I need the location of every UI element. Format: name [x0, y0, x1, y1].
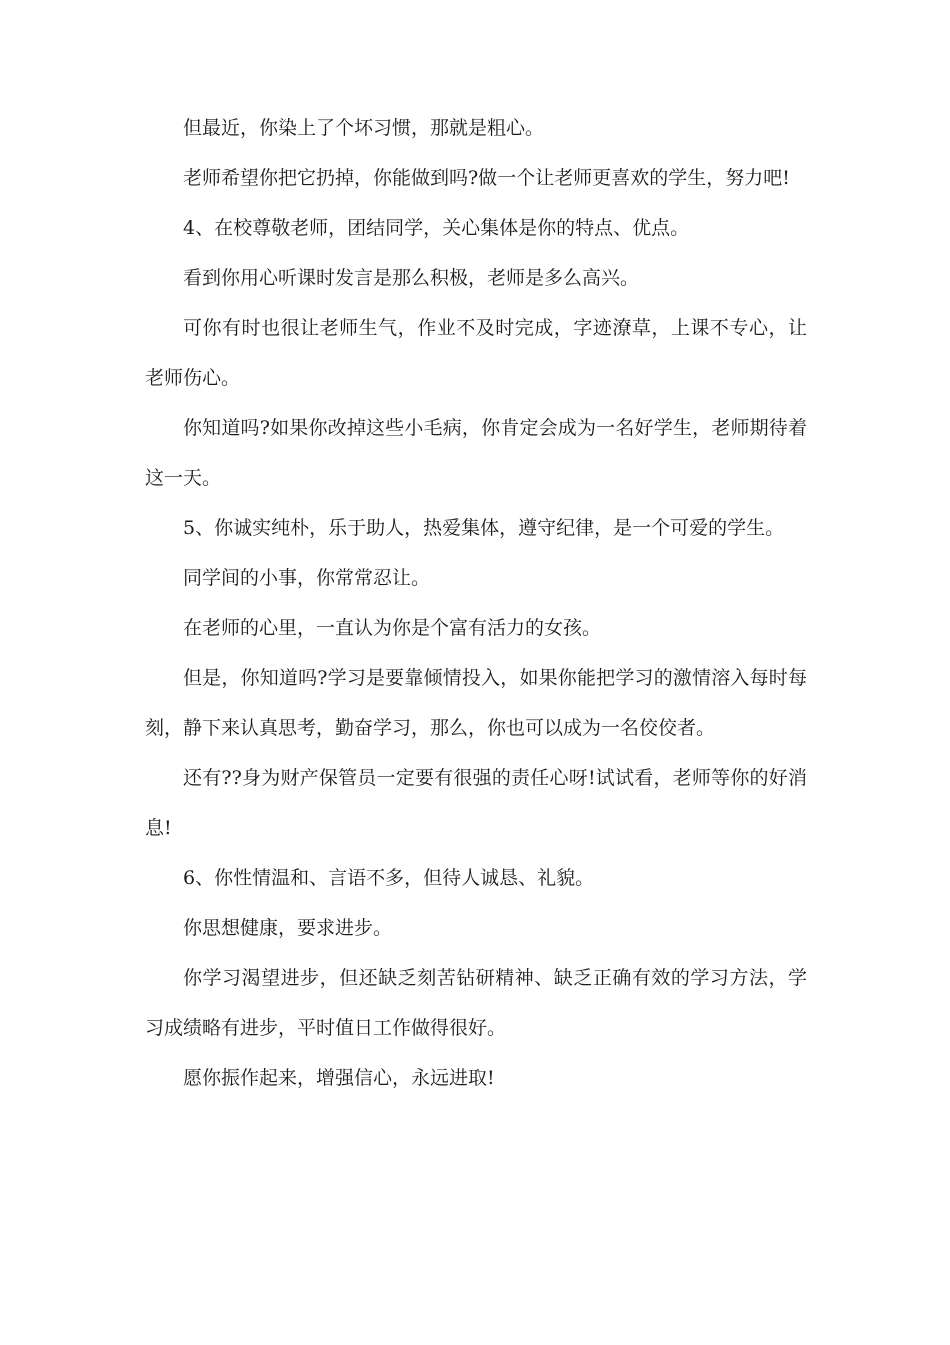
paragraph: 同学间的小事，你常常忍让。 — [183, 567, 431, 589]
paragraph: 5、你诚实纯朴，乐于助人，热爱集体，遵守纪律，是一个可爱的学生。 — [183, 517, 785, 539]
paragraph: 6、你性情温和、言语不多，但待人诚恳、礼貌。 — [183, 867, 595, 889]
paragraph: 你知道吗?如果你改掉这些小毛病，你肯定会成为一名好学生，老师期待着这一天。 — [145, 417, 807, 489]
paragraph: 看到你用心听课时发言是那么积极，老师是多么高兴。 — [183, 267, 640, 289]
paragraph: 老师希望你把它扔掉，你能做到吗?做一个让老师更喜欢的学生，努力吧! — [183, 167, 790, 189]
paragraph: 还有??身为财产保管员一定要有很强的责任心呀!试试看，老师等你的好消息! — [145, 767, 807, 839]
paragraph: 4、在校尊敬老师，团结同学，关心集体是你的特点、优点。 — [183, 217, 690, 239]
paragraph: 可你有时也很让老师生气，作业不及时完成，字迹潦草，上课不专心，让老师伤心。 — [145, 317, 807, 389]
paragraph: 但是，你知道吗?学习是要靠倾情投入，如果你能把学习的激情溶入每时每刻，静下来认真思考，勤奋学习，那么，你也可以成为一名佼佼者。 — [145, 667, 807, 739]
paragraph: 你思想健康，要求进步。 — [183, 917, 393, 939]
paragraph: 在老师的心里，一直认为你是个富有活力的女孩。 — [183, 617, 602, 639]
paragraph: 你学习渴望进步，但还缺乏刻苦钻研精神、缺乏正确有效的学习方法，学习成绩略有进步，平时值日工作做得很好。 — [145, 967, 807, 1039]
paragraph: 愿你振作起来，增强信心，永远进取! — [183, 1067, 495, 1089]
paragraph: 但最近，你染上了个坏习惯，那就是粗心。 — [183, 117, 545, 139]
document-body — [145, 103, 807, 1103]
